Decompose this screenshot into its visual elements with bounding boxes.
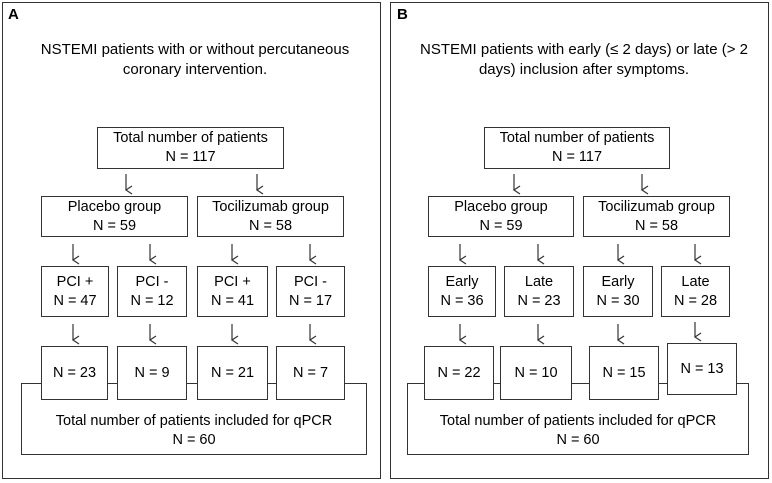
total-count: N = 117	[165, 149, 216, 165]
included-count: N = 13	[680, 360, 724, 377]
included-count: N = 21	[210, 364, 255, 381]
subgroup-count: N = 23	[517, 292, 561, 309]
total-label: Total number of patients	[499, 130, 655, 146]
panel-a-label: A	[8, 6, 19, 23]
subgroup-count: N = 30	[596, 292, 640, 309]
subgroup-count: N = 47	[53, 292, 97, 309]
subgroup-label: Early	[445, 273, 479, 290]
subgroup-label: Late	[524, 273, 554, 290]
group-count: N = 58	[248, 217, 293, 234]
group-label: Placebo group	[67, 198, 162, 215]
subgroup-label: PCI -	[135, 273, 169, 290]
subgroup-label: PCI +	[56, 273, 94, 290]
included-count: N = 10	[514, 364, 558, 381]
subgroup-count: N = 12	[130, 292, 174, 309]
subgroup-label: Late	[681, 273, 710, 290]
subgroup-label: PCI -	[293, 273, 328, 290]
group-count: N = 59	[479, 217, 523, 234]
panel-b-description-line2: days) inclusion after symptoms.	[478, 61, 690, 78]
subgroup-count: N = 17	[288, 292, 333, 309]
group-label: Placebo group	[454, 198, 548, 215]
group-label: Tocilizumab group	[598, 198, 715, 215]
qpcr-label: Total number of patients included for qPCR	[439, 413, 717, 429]
included-count: N = 23	[52, 364, 97, 381]
qpcr-count: N = 60	[172, 432, 216, 448]
panel-b-description-line1: NSTEMI patients with early (≤ 2 days) or late (> 2	[420, 41, 748, 58]
subgroup-label: PCI +	[214, 273, 251, 290]
included-count: N = 15	[602, 364, 646, 381]
total-label: Total number of patients	[113, 130, 268, 146]
included-count: N = 22	[437, 364, 481, 381]
qpcr-count: N = 60	[556, 432, 600, 448]
total-count: N = 117	[551, 149, 603, 165]
panel-a-description-line2: coronary intervention.	[122, 61, 268, 78]
panel-a-description-line1: NSTEMI patients with or without percutaneous	[40, 41, 350, 58]
included-count: N = 7	[292, 364, 329, 381]
group-count: N = 58	[634, 217, 679, 234]
panel-b-label: B	[397, 6, 408, 23]
group-count: N = 59	[92, 217, 137, 234]
included-count: N = 9	[134, 364, 170, 381]
subgroup-count: N = 36	[440, 292, 484, 309]
subgroup-count: N = 28	[673, 292, 718, 309]
subgroup-label: Early	[601, 273, 635, 290]
subgroup-count: N = 41	[210, 292, 255, 309]
group-label: Tocilizumab group	[212, 198, 329, 215]
qpcr-label: Total number of patients included for qPCR	[55, 413, 333, 429]
